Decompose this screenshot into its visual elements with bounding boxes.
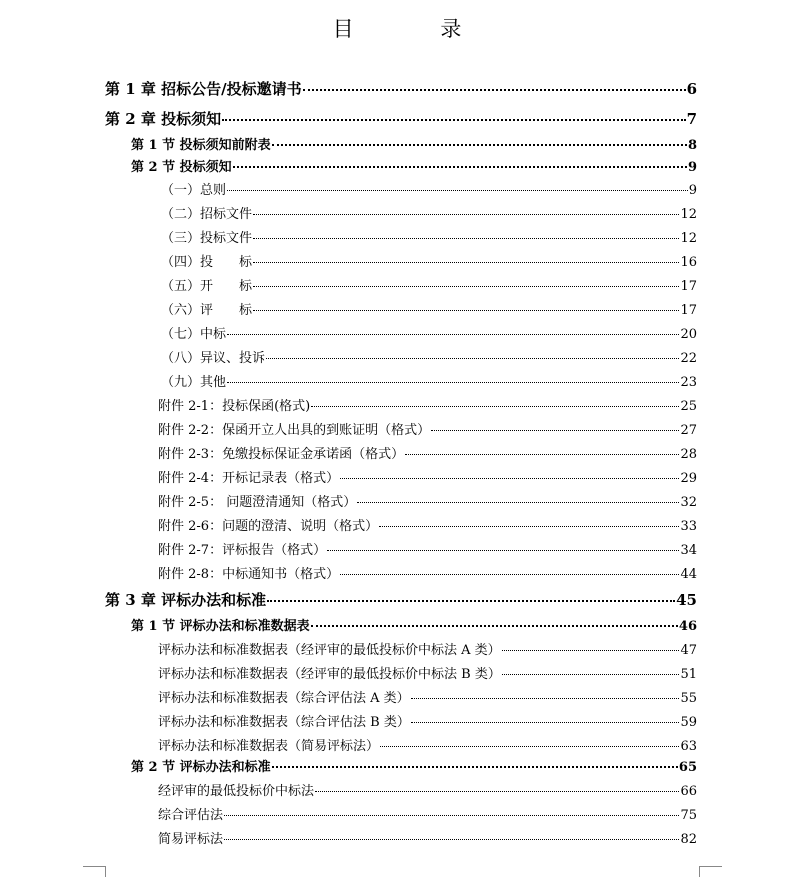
toc-entry-page: 17	[680, 279, 697, 294]
toc-entry-page: 65	[678, 760, 697, 775]
toc-entry-label: （六）评 标	[161, 303, 253, 318]
dot-leader	[405, 454, 679, 455]
toc-entry-page: 46	[678, 619, 697, 634]
toc-entry-subsection[interactable]	[161, 371, 697, 391]
toc-entry-label: （四）投 标	[161, 255, 253, 270]
dot-leader	[272, 766, 678, 768]
toc-entry-page: 28	[680, 447, 697, 462]
toc-entry-page: 33	[680, 519, 697, 534]
toc-entry-chapter-2[interactable]	[105, 108, 697, 128]
toc-entry-page: 59	[680, 715, 697, 730]
dot-leader	[411, 722, 680, 723]
toc-entry-page: 16	[680, 255, 697, 270]
dot-leader	[431, 430, 679, 431]
dot-leader	[253, 214, 679, 215]
toc-entry-subsection[interactable]	[158, 687, 697, 707]
toc-entry-page: 29	[680, 471, 697, 486]
toc-entry-chapter-3[interactable]	[105, 589, 697, 609]
toc-entry-subsection[interactable]	[161, 179, 697, 199]
toc-entry-subsection[interactable]	[161, 251, 697, 271]
toc-entry-label: 评标办法和标准数据表（简易评标法）	[158, 739, 380, 754]
dot-leader	[311, 406, 679, 407]
toc-entry-label: 第 1 章 招标公告/投标邀请书	[105, 80, 302, 98]
toc-entry-label: 附件 2-3：免缴投标保证金承诺函（格式）	[158, 447, 405, 462]
dot-leader	[253, 238, 679, 239]
toc-entry-subsection[interactable]	[161, 227, 697, 247]
toc-entry-label: 评标办法和标准数据表（综合评估法 A 类）	[158, 691, 410, 706]
dot-leader	[311, 625, 678, 627]
dot-leader	[380, 746, 679, 747]
toc-entry-page: 20	[680, 327, 697, 342]
dot-leader	[267, 600, 675, 602]
toc-entry-label: （八）异议、投诉	[161, 351, 266, 366]
toc-entry-label: （七）中标	[161, 327, 227, 342]
toc-entry-label: 附件 2-1：投标保函(格式)	[158, 399, 311, 414]
dot-leader	[303, 89, 686, 91]
toc-entry-page: 12	[680, 231, 697, 246]
toc-entry-page: 66	[680, 784, 697, 799]
dot-leader	[357, 502, 679, 503]
toc-entry-page: 34	[680, 543, 697, 558]
dot-leader	[253, 310, 679, 311]
toc-entry-page: 32	[680, 495, 697, 510]
dot-leader	[315, 791, 679, 792]
toc-entry-label: 综合评估法	[158, 808, 224, 823]
toc-entry-page: 7	[686, 110, 697, 128]
dot-leader	[340, 478, 679, 479]
toc-entry-label: （五）开 标	[161, 279, 253, 294]
toc-entry-page: 75	[680, 808, 697, 823]
toc-entry-subsection[interactable]	[161, 323, 697, 343]
toc-entry-page: 47	[680, 643, 697, 658]
toc-entry-label: 附件 2-8：中标通知书（格式）	[158, 567, 340, 582]
toc-entry-page: 23	[680, 375, 697, 390]
toc-entry-section[interactable]	[131, 134, 697, 154]
toc-entry-appendix[interactable]	[158, 563, 697, 583]
toc-entry-chapter-1[interactable]	[105, 78, 697, 98]
toc-entry-page: 9	[688, 183, 697, 198]
toc-entry-subsection[interactable]	[158, 828, 697, 848]
toc-entry-page: 63	[680, 739, 697, 754]
toc-entry-label: 评标办法和标准数据表（综合评估法 B 类）	[158, 715, 410, 730]
toc-entry-appendix[interactable]	[158, 539, 697, 559]
toc-entry-page: 27	[680, 423, 697, 438]
toc-entry-page: 9	[687, 160, 697, 175]
toc-entry-label: 简易评标法	[158, 832, 224, 847]
dot-leader	[411, 698, 680, 699]
toc-entry-label: 附件 2-2：保函开立人出具的到账证明（格式）	[158, 423, 431, 438]
toc-entry-subsection[interactable]	[161, 299, 697, 319]
dot-leader	[502, 650, 680, 651]
toc-entry-label: 第 2 节 投标须知	[131, 160, 232, 175]
toc-entry-label: 评标办法和标准数据表（经评审的最低投标价中标法 B 类）	[158, 667, 501, 682]
toc-entry-appendix[interactable]	[158, 419, 697, 439]
toc-entry-section[interactable]	[131, 615, 697, 635]
toc-entry-subsection[interactable]	[161, 203, 697, 223]
toc-entry-subsection[interactable]	[161, 275, 697, 295]
toc-entry-label: 第 1 节 评标办法和标准数据表	[131, 619, 310, 634]
page-corner-mark-right	[699, 866, 722, 877]
dot-leader	[224, 815, 679, 816]
toc-entry-appendix[interactable]	[158, 515, 697, 535]
toc-entry-label: 附件 2-5： 问题澄清通知（格式）	[158, 495, 357, 510]
toc-entry-subsection[interactable]	[158, 663, 697, 683]
toc-entry-label: 评标办法和标准数据表（经评审的最低投标价中标法 A 类）	[158, 643, 501, 658]
dot-leader	[253, 262, 679, 263]
toc-entry-page: 8	[687, 138, 697, 153]
toc-entry-label: 第 2 节 评标办法和标准	[131, 760, 271, 775]
dot-leader	[253, 286, 679, 287]
toc-entry-label: 附件 2-6：问题的澄清、说明（格式）	[158, 519, 379, 534]
toc-entry-label: 附件 2-4：开标记录表（格式）	[158, 471, 340, 486]
toc-entry-label: 经评审的最低投标价中标法	[158, 784, 315, 799]
toc-entry-label: 第 2 章 投标须知	[105, 110, 222, 128]
dot-leader	[222, 119, 685, 121]
dot-leader	[227, 334, 679, 335]
dot-leader	[502, 674, 680, 675]
toc-entry-subsection[interactable]	[158, 711, 697, 731]
toc-entry-subsection[interactable]	[158, 735, 697, 755]
page-title: 目 录	[332, 17, 502, 41]
dot-leader	[272, 144, 687, 146]
toc-entry-appendix[interactable]	[158, 395, 697, 415]
toc-entry-subsection[interactable]	[158, 780, 697, 800]
toc-entry-label: 第 3 章 评标办法和标准	[105, 591, 267, 609]
toc-entry-label: （二）招标文件	[161, 207, 253, 222]
toc-entry-subsection[interactable]	[158, 639, 697, 659]
dot-leader	[327, 550, 679, 551]
page-corner-mark-left	[83, 866, 106, 877]
toc-entry-subsection[interactable]	[161, 347, 697, 367]
toc-entry-page: 22	[680, 351, 697, 366]
toc-entry-page: 17	[680, 303, 697, 318]
toc-entry-appendix[interactable]	[158, 467, 697, 487]
toc-entry-appendix[interactable]	[158, 443, 697, 463]
toc-entry-page: 12	[680, 207, 697, 222]
toc-entry-label: （九）其他	[161, 375, 227, 390]
toc-entry-label: （一）总则	[161, 183, 227, 198]
toc-entry-page: 51	[680, 667, 697, 682]
dot-leader	[266, 358, 679, 359]
toc-entry-page: 55	[680, 691, 697, 706]
toc-entry-section[interactable]	[131, 756, 697, 776]
dot-leader	[227, 190, 688, 191]
toc-entry-page: 44	[680, 567, 697, 582]
dot-leader	[379, 526, 679, 527]
toc-entry-label: 第 1 节 投标须知前附表	[131, 138, 271, 153]
toc-entry-page: 6	[686, 80, 697, 98]
toc-entry-section[interactable]	[131, 156, 697, 176]
toc-entry-page: 82	[680, 832, 697, 847]
dot-leader	[340, 574, 679, 575]
toc-entry-page: 45	[676, 591, 697, 609]
toc-entry-page: 25	[680, 399, 697, 414]
toc-entry-label: （三）投标文件	[161, 231, 253, 246]
dot-leader	[233, 166, 687, 168]
toc-entry-subsection[interactable]	[158, 804, 697, 824]
dot-leader	[227, 382, 679, 383]
toc-entry-appendix[interactable]	[158, 491, 697, 511]
dot-leader	[224, 839, 679, 840]
toc-entry-label: 附件 2-7：评标报告（格式）	[158, 543, 327, 558]
